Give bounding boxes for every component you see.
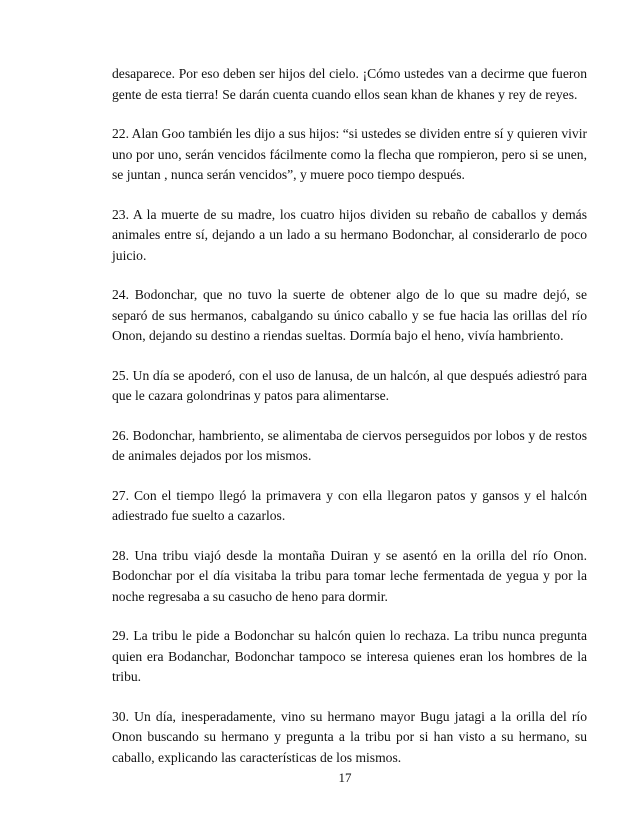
body-text — [112, 64, 587, 787]
paragraph-continuation: desaparece. Por eso deben ser hijos del cielo. ¡Cómo ustedes van a decirme que fueron gente de esta tierra! Se darán cuenta cuando ellos sean khan de khanes y rey de reyes. — [112, 66, 587, 102]
paragraph-26: 26. Bodonchar, hambriento, se alimentaba de ciervos perseguidos por lobos y de restos de animales dejados por los mismos. — [112, 427, 587, 463]
paragraph-22: 22. Alan Goo también les dijo a sus hijos: “si ustedes se dividen entre sí y quieren vivir uno por uno, serán vencidos fácilmente como la flecha que rompieron, pero si se unen, se juntan , nunca serán vencidos”, y muere poco tiempo después. — [112, 126, 587, 182]
paragraph-28: 28. Una tribu viajó desde la montaña Duiran y se asentó en la orilla del río Onon. Bodonchar por el día visitaba la tribu para tomar leche fermentada de yegua y por la noche regresaba a su casucho de heno para dormir. — [112, 547, 587, 604]
paragraph-24: 24. Bodonchar, que no tuvo la suerte de obtener algo de lo que su madre dejó, se separó de sus hermanos, cabalgando su único caballo y se fue hacia las orillas del río Onon, dejando su destino a riendas sueltas. Dormía bajo el heno, vivía hambriento. — [112, 287, 587, 343]
paragraph-23: 23. A la muerte de su madre, los cuatro hijos dividen su rebaño de caballos y demás animales entre sí, dejando a un lado a su hermano Bodonchar, al considerarlo de poco juicio. — [112, 206, 587, 263]
paragraph-25: 25. Un día se apoderó, con el uso de lanusa, de un halcón, al que después adiestró para que le cazara golondrinas y patos para alimentarse. — [112, 367, 587, 403]
paragraph-27: 27. Con el tiempo llegó la primavera y con ella llegaron patos y gansos y el halcón adiestrado fue suelto a cazarlos. — [112, 487, 587, 523]
page-number: 17 — [338, 770, 352, 785]
paragraph-30: 30. Un día, inesperadamente, vino su hermano mayor Bugu jatagi a la orilla del río Onon buscando su hermano y pregunta a la tribu por si han visto a su hermano, su caballo, explicando las características de los mismos. — [112, 708, 587, 765]
paragraph-29: 29. La tribu le pide a Bodonchar su halcón quien lo rechaza. La tribu nunca pregunta quien era Bodanchar, Bodonchar tampoco se interesa quienes eran los hombres de la tribu. — [112, 628, 587, 684]
